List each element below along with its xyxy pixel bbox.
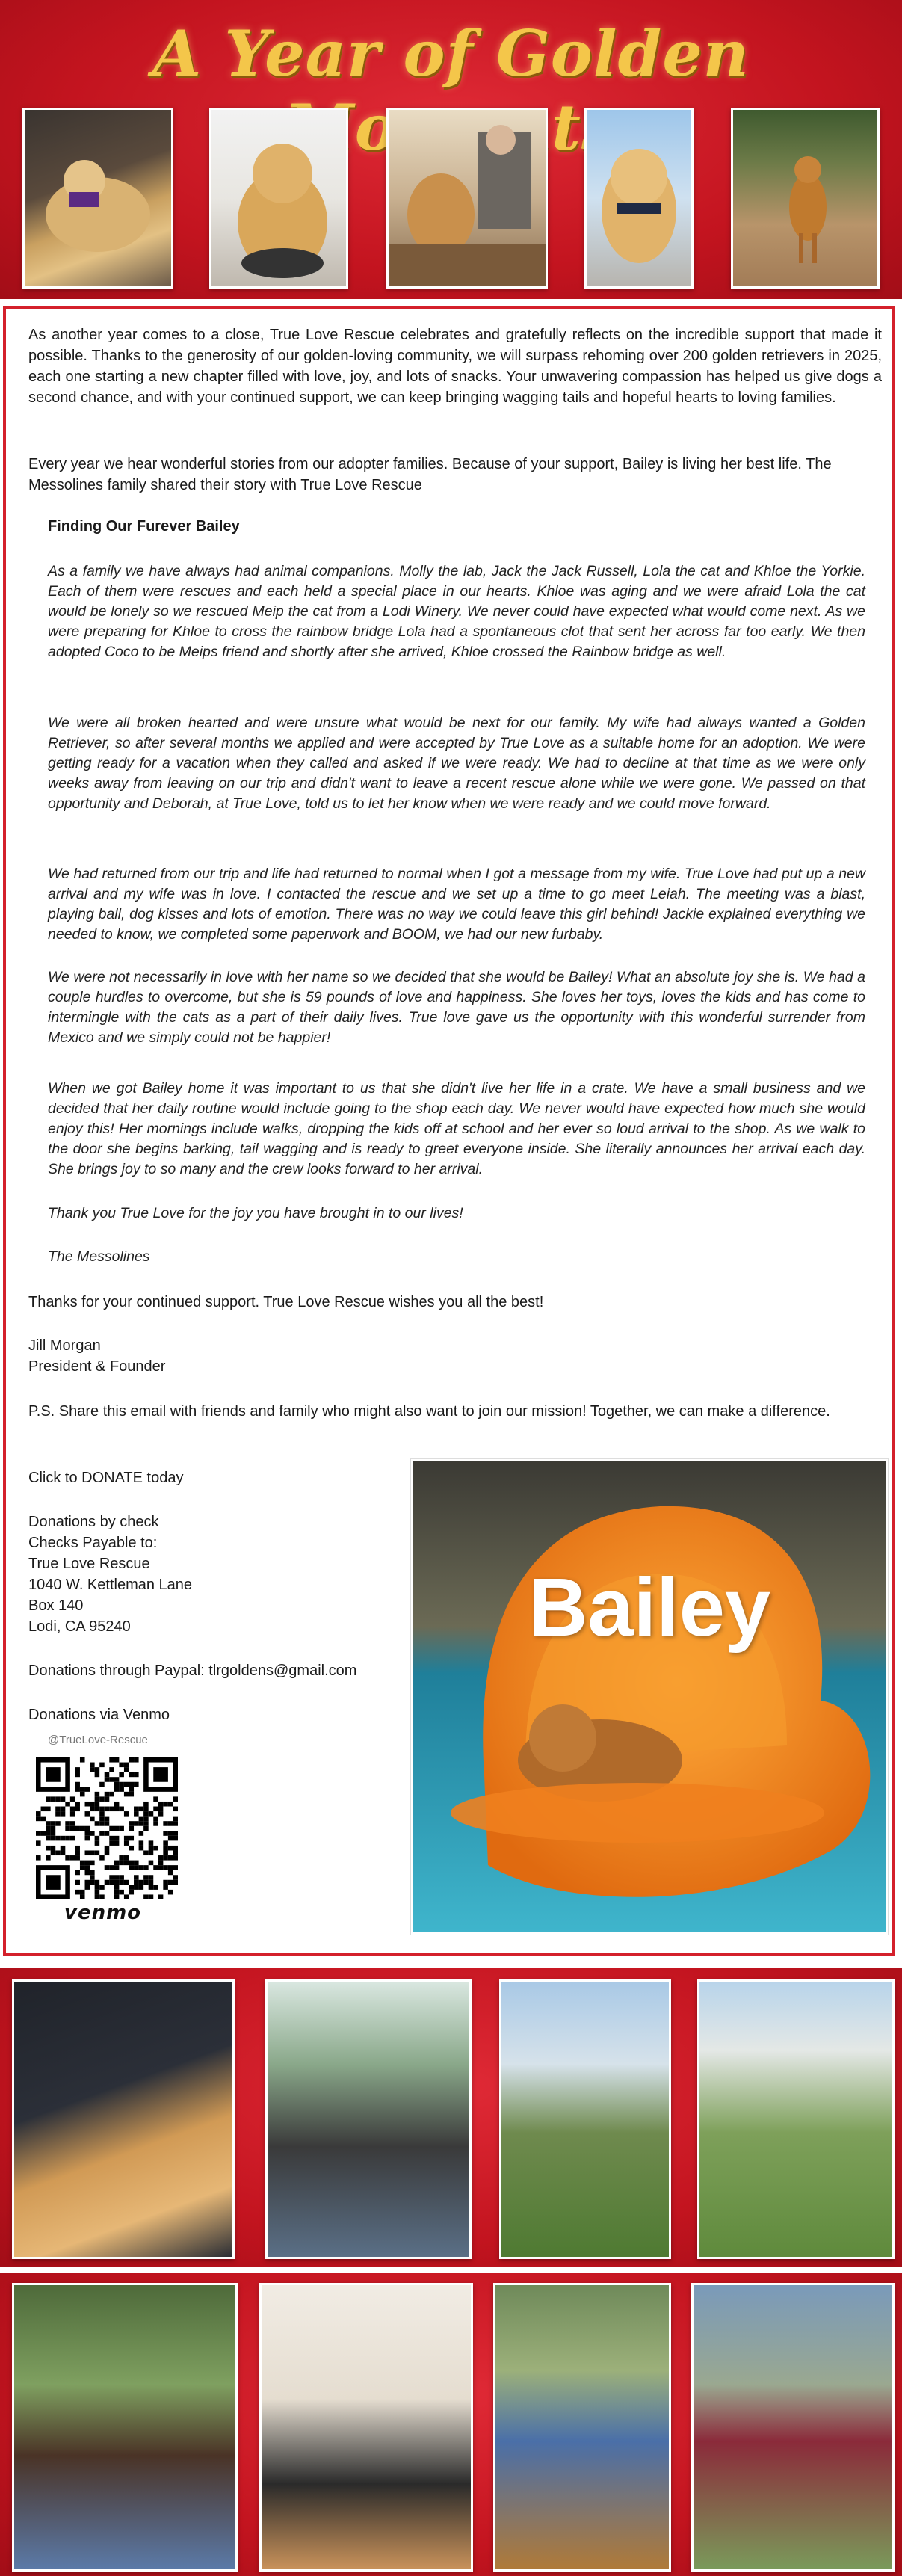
gallery-row-2 bbox=[0, 2273, 902, 2576]
gallery-photo-seniors-with-dog bbox=[691, 2283, 895, 2572]
dog-on-couch-graphic bbox=[25, 110, 171, 286]
dog-on-trail-graphic bbox=[733, 110, 877, 286]
hero-photo-strip bbox=[22, 108, 880, 287]
hero-photo-5 bbox=[731, 108, 880, 289]
gallery-photo-family-with-puppy bbox=[265, 1979, 472, 2259]
letter-panel bbox=[3, 306, 895, 1956]
story-thanks: Thank you True Love for the joy you have brought in to our lives! bbox=[48, 1205, 463, 1221]
ps-paragraph: P.S. Share this email with friends and family who might also want to join our mission! Together, we can make a difference. bbox=[28, 1403, 830, 1420]
venmo-qr-code[interactable] bbox=[36, 1757, 178, 1899]
check-box: Box 140 bbox=[28, 1597, 84, 1614]
hero-photo-3 bbox=[386, 108, 548, 289]
story-paragraph-5: When we got Bailey home it was important to us that she didn't live her life in a crate. We have a small business and we decided that her daily routine would include going to the shop each day. We never would have expected how much she would enjoy this! Her mornings include walks, dropping the kids off at school and her ever so loud arrival to the shop. As we walk to the door she begins barking, tail wagging and is ready to greet everyone inside. She literally announces her arrival each day. She brings joy to so many and the crew looks forward to her arrival. bbox=[48, 1080, 865, 1177]
bailey-label: Bailey bbox=[528, 1562, 771, 1654]
hero-photo-1 bbox=[22, 108, 173, 289]
hero-photo-2 bbox=[209, 108, 348, 289]
man-with-dog-graphic bbox=[389, 110, 546, 286]
gallery-photo-man-with-dog bbox=[499, 1979, 671, 2259]
gallery-photo-sleeping-puppy bbox=[12, 1979, 235, 2259]
thanks-line: Thanks for your continued support. True Love Rescue wishes you all the best! bbox=[28, 1294, 544, 1310]
donate-link[interactable]: Click to DONATE today bbox=[28, 1470, 184, 1486]
venmo-heading: Donations via Venmo bbox=[28, 1707, 170, 1723]
story-paragraph-4: We were not necessarily in love with her name so we decided that she would be Bailey! What an absolute joy she is. We had a couple hurdles to overcome, but she is 59 pounds of love and happiness. She loves her toys, loves the kids and has come to intermingle with the cats as a part of their daily lives. True love gave us the opportunity with this wonderful surrender from Mexico and we simply could not be happier! bbox=[48, 969, 865, 1046]
adopter-intro-paragraph: Every year we hear wonderful stories from our adopter families. Because of your support, Bailey is living her best life. The Messolines family shared their story with True Love Rescue bbox=[28, 456, 832, 493]
gallery-photo-woman-with-puppy bbox=[12, 2283, 238, 2572]
story-title: Finding Our Furever Bailey bbox=[48, 518, 240, 534]
gallery-photo-couple-holding-puppy bbox=[259, 2283, 473, 2572]
gallery-photo-woman-with-dog bbox=[697, 1979, 895, 2259]
puppy-graphic bbox=[587, 110, 691, 286]
check-city: Lodi, CA 95240 bbox=[28, 1618, 131, 1635]
paypal-line: Donations through Paypal: tlrgoldens@gmail.com bbox=[28, 1663, 357, 1679]
story-paragraph-3: We had returned from our trip and life had returned to normal when I got a message from my wife. True Love had put up a new arrival and my wife was in love. I contacted the rescue and we set up a time to go meet Leiah. The meeting was a blast, playing ball, dog kisses and lots of emotion. There was no way we could leave this girl behind! Jackie explained everything we needed to know, we completed some paperwork and BOOM, we had our new furbaby. bbox=[48, 866, 865, 943]
story-signature: The Messolines bbox=[48, 1248, 150, 1265]
hero-title: A Year of Golden bbox=[152, 16, 750, 90]
check-street: 1040 W. Kettleman Lane bbox=[28, 1577, 193, 1593]
story-paragraph-1: As a family we have always had animal companions. Molly the lab, Jack the Jack Russell, Lola the cat and Khloe the Yorkie. Each of them were rescues and each held a special place in our hearts. Khloe was aging and we were afraid Lola the cat would be lonely so we rescued Meip the cat from a Lodi Winery. We never could have expected what would come next. As we were preparing for Khloe to cross the rainbow bridge Lola had a spontaneous clot that sent her across far too early. We then adopted Coco to be Meips friend and shortly after she arrived, Khloe crossed the Rainbow bridge as well. bbox=[48, 563, 865, 660]
signer-name: Jill Morgan bbox=[28, 1337, 101, 1354]
story-paragraph-2: We were all broken hearted and were unsure what would be next for our family. My wife had always wanted a Golden Retriever, so after several months we applied and were accepted by True Love as a suitable home for an adoption. We were getting ready for a vacation when they called and asked if we were ready. We had to decline at that time as we were only weeks away from leaving on our trip and didn't want to leave a recent rescue alone while we were gone. We passed on that opportunity and Deborah, at True Love, told us to let her know when we were ready and we could move forward. bbox=[48, 715, 865, 812]
venmo-handle: @TrueLove-Rescue bbox=[48, 1734, 148, 1746]
gallery-photo-couple-with-dog bbox=[493, 2283, 671, 2572]
hero-photo-4 bbox=[584, 108, 694, 289]
check-payable: Checks Payable to: bbox=[28, 1535, 158, 1551]
bailey-pool-graphic bbox=[413, 1461, 886, 1932]
bailey-pool-photo bbox=[411, 1459, 888, 1935]
hero-banner bbox=[0, 0, 902, 299]
intro-paragraph: As another year comes to a close, True Love Rescue celebrates and gratefully reflects on the incredible support that made it possible. Thanks to the generosity of our golden-loving community, we will surpass rehoming over 200 golden retrievers in 2025, each one starting a new chapter filled with love, joy, and lots of snacks. Your unwavering compassion has helped us give dogs a second chance, and with your continued support, we can keep bringing wagging tails and hopeful hearts to loving families. bbox=[28, 327, 882, 406]
qr-code-icon bbox=[36, 1757, 178, 1899]
venmo-logo: venmo bbox=[64, 1902, 142, 1924]
check-heading: Donations by check bbox=[28, 1514, 159, 1530]
check-org: True Love Rescue bbox=[28, 1556, 150, 1572]
signer-title: President & Founder bbox=[28, 1358, 166, 1375]
gallery-row-1 bbox=[0, 1968, 902, 2267]
golden-dog-graphic bbox=[211, 110, 346, 286]
